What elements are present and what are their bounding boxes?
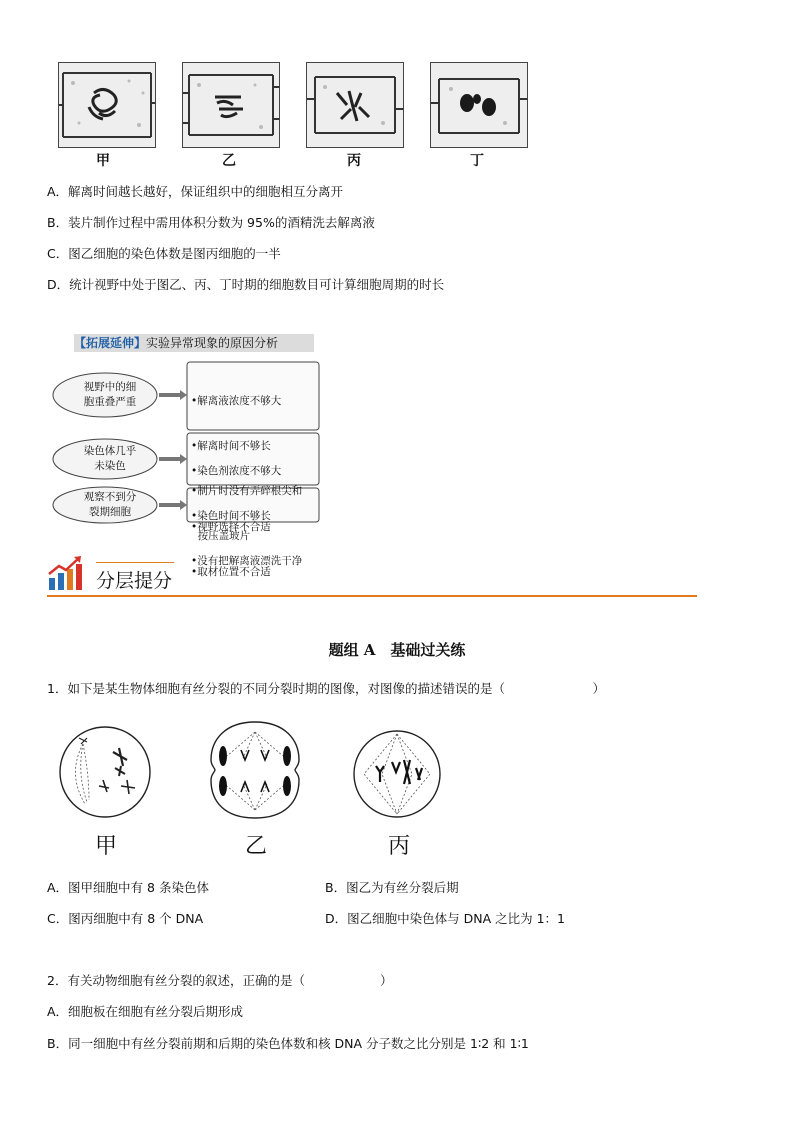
reason-1-4: 按压盖玻片 bbox=[191, 530, 251, 542]
micrograph-label-yi: 乙 bbox=[222, 153, 236, 169]
micrograph-ding bbox=[430, 62, 528, 148]
section-title-overline bbox=[96, 562, 174, 563]
rising-bar-chart-icon bbox=[47, 556, 83, 592]
q0-option-d: D．统计视野中处于图乙、丙、丁时期的细胞数目可计算细胞周期的时长 bbox=[47, 277, 445, 292]
cause-2-line-2: 未染色 bbox=[94, 460, 126, 472]
cause-2-line-1: 染色体几乎 bbox=[83, 445, 137, 457]
q0-option-b: B．装片制作过程中需用体积分数为 95%的酒精洗去解离液 bbox=[47, 215, 375, 230]
micrograph-bing-image bbox=[307, 63, 403, 147]
q1-option-c: C．图丙细胞中有 8 个 DNA bbox=[47, 911, 204, 926]
q1-option-b: B．图乙为有丝分裂后期 bbox=[325, 880, 459, 895]
reason-3-2: •取材位置不合适 bbox=[191, 566, 271, 578]
section-title: 分层提分 bbox=[96, 570, 173, 592]
diagram-label-yi: 乙 bbox=[245, 834, 268, 859]
q1-option-a: A．图甲细胞中有 8 条染色体 bbox=[47, 880, 209, 895]
extension-tag: 【拓展延伸】 bbox=[74, 336, 147, 350]
micrograph-ding-image bbox=[431, 63, 527, 147]
cause-2 bbox=[78, 444, 142, 474]
micrograph-label-jia: 甲 bbox=[96, 153, 110, 169]
q2-option-b: B．同一细胞中有丝分裂前期和后期的染色体数和核 DNA 分子数之比分别是 1∶2 和 1∶1 bbox=[47, 1036, 529, 1051]
reason-2-1: •染色剂浓度不够大 bbox=[191, 465, 282, 477]
q2-option-a: A．细胞板在细胞有丝分裂后期形成 bbox=[47, 1004, 244, 1019]
q1-option-d: D．图乙细胞中染色体与 DNA 之比为 1：1 bbox=[325, 911, 565, 926]
reason-1-1: •解离液浓度不够大 bbox=[191, 395, 282, 407]
reason-3-1: •视野选择不合适 bbox=[191, 521, 271, 533]
reason-2-2: •染色时间不够长 bbox=[191, 510, 271, 522]
q0-option-c: C．图乙细胞的染色体数是图丙细胞的一半 bbox=[47, 246, 281, 261]
q2-stem: 2．有关动物细胞有丝分裂的叙述，正确的是（ ） bbox=[47, 973, 393, 988]
micrograph-jia bbox=[58, 62, 156, 148]
reason-1-3: •制片时没有弄碎根尖和 bbox=[191, 485, 303, 497]
reasons-3 bbox=[191, 490, 271, 595]
micrograph-yi-image bbox=[183, 63, 279, 147]
cell-diagram-yi bbox=[205, 718, 305, 822]
q1-stem: 1．如下是某生物体细胞有丝分裂的不同分裂时期的图像，对图像的描述错误的是（ ） bbox=[47, 681, 605, 696]
micrograph-bing bbox=[306, 62, 404, 148]
micrograph-yi bbox=[182, 62, 280, 148]
cause-1 bbox=[78, 380, 142, 410]
micrograph-label-bing: 丙 bbox=[347, 153, 361, 169]
extension-title: 实验异常现象的原因分析 bbox=[146, 336, 279, 350]
group-title: 题组 A 基础过关练 bbox=[328, 641, 466, 659]
cause-1-line-1: 视野中的细 bbox=[83, 381, 137, 393]
micrograph-label-ding: 丁 bbox=[470, 153, 484, 169]
section-divider bbox=[47, 595, 697, 597]
cell-diagram-bing bbox=[350, 726, 444, 822]
cell-diagram-jia bbox=[55, 722, 155, 822]
cause-3-line-1: 观察不到分 bbox=[83, 491, 137, 503]
reason-1-2: •解离时间不够长 bbox=[191, 440, 271, 452]
extension-header bbox=[74, 334, 314, 352]
diagram-label-bing: 丙 bbox=[388, 834, 411, 859]
cause-1-line-2: 胞重叠严重 bbox=[83, 396, 137, 408]
micrograph-jia-image bbox=[59, 63, 155, 147]
reason-2-3: •没有把解离液漂洗干净 bbox=[191, 555, 303, 567]
cause-3 bbox=[78, 490, 142, 520]
q0-option-a: A．解离时间越长越好，保证组织中的细胞相互分离开 bbox=[47, 184, 344, 199]
cause-3-line-2: 裂期细胞 bbox=[89, 506, 131, 518]
diagram-label-jia: 甲 bbox=[95, 834, 118, 859]
